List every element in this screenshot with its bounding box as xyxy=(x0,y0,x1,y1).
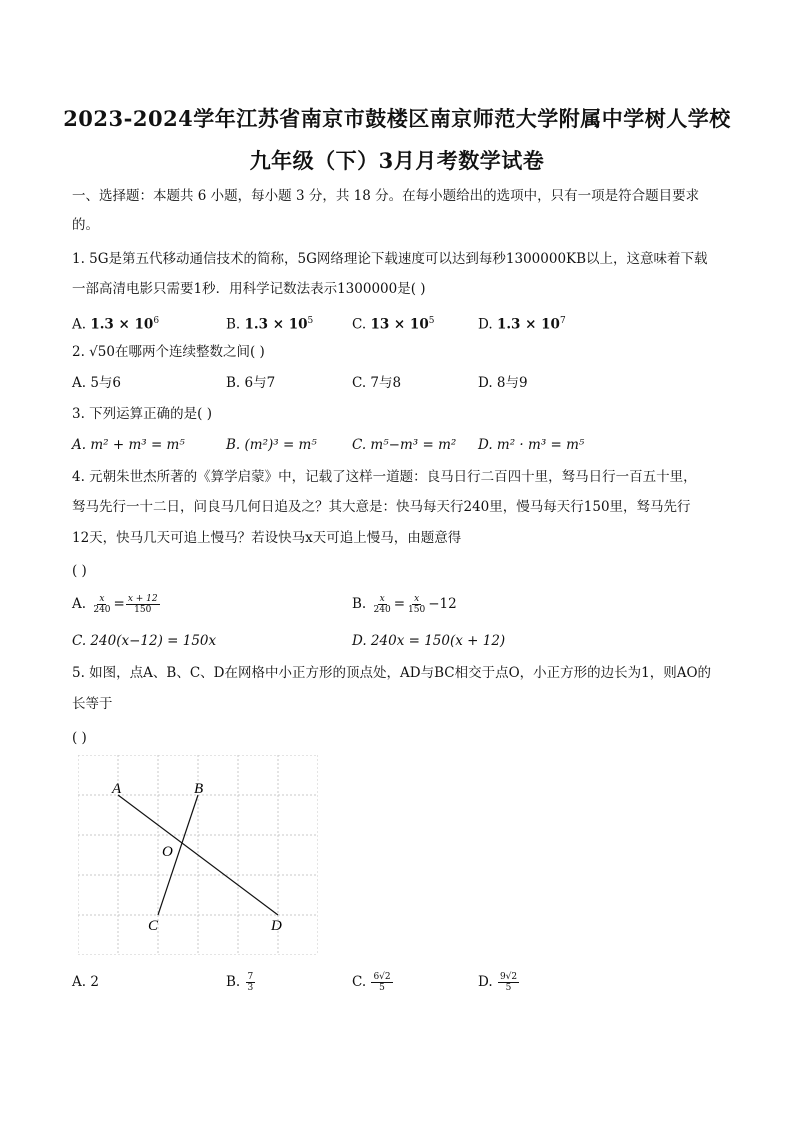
section-heading-cont: 的。 xyxy=(72,217,99,233)
q1-stem-line2: 一部高清电影只需要1秒．用科学记数法表示1300000是( ) xyxy=(72,281,426,297)
q1-option-b[interactable] xyxy=(226,311,313,335)
q1-option-d-exp: 7 xyxy=(559,316,566,326)
q2-option-a[interactable]: A. 5与6 xyxy=(72,375,122,391)
q4-option-a-frac2-den: 150 xyxy=(134,605,152,615)
q1-option-d[interactable] xyxy=(478,311,566,335)
q4-option-a-frac2 xyxy=(126,594,160,615)
q4-option-b-frac2-num: x xyxy=(414,594,420,604)
q1-option-c-exp: 5 xyxy=(428,316,435,326)
q5-option-d-label: D. xyxy=(478,974,493,990)
point-b-label: B xyxy=(194,781,204,797)
q3-option-d[interactable]: D. m² · m³ = m⁵ xyxy=(478,437,585,453)
q5-option-c-label: C. xyxy=(352,974,367,990)
q4-stem-line3: 12天，快马几天可追上慢马？若设快马x天可追上慢马，由题意得 xyxy=(72,530,462,546)
q4-option-b-frac2 xyxy=(406,594,427,615)
q4-option-a-frac1-den: 240 xyxy=(93,605,111,615)
q5-grid-figure xyxy=(78,755,318,955)
q1-option-d-base: 1.3 × 10 xyxy=(496,316,560,333)
point-c-label: C xyxy=(148,918,159,934)
q5-option-b-den: 3 xyxy=(247,983,254,993)
q5-option-c[interactable] xyxy=(352,972,394,993)
q2-option-b[interactable]: B. 6与7 xyxy=(226,375,276,391)
q1-option-b-base: 1.3 × 10 xyxy=(244,316,308,333)
q5-answer-paren: ( ) xyxy=(72,730,87,746)
q3-option-b[interactable]: B. (m²)³ = m⁵ xyxy=(226,437,317,453)
q4-option-a-frac1 xyxy=(91,594,112,615)
section-heading: 一、选择题：本题共 6 小题，每小题 3 分，共 18 分。在每小题给出的选项中，只有一项是符合题目要求 xyxy=(72,188,700,204)
q5-grid-svg xyxy=(78,755,318,955)
q4-option-b-frac1-num: x xyxy=(379,594,385,604)
exam-title-line2: 九年级（下）3月月考数学试卷 xyxy=(249,148,545,173)
q4-option-b-frac1-den: 240 xyxy=(373,605,391,615)
q4-option-a-frac1-num: x xyxy=(99,594,105,604)
q4-option-a[interactable] xyxy=(72,594,161,615)
q5-option-d-num: 9√2 xyxy=(499,972,518,982)
q4-option-b-frac2-den: 150 xyxy=(408,605,426,615)
q4-option-b-frac1 xyxy=(372,594,393,615)
q5-option-c-den: 5 xyxy=(379,983,385,993)
q4-option-c[interactable]: C. 240(x−12) = 150x xyxy=(72,633,217,649)
q5-option-c-frac xyxy=(371,972,392,993)
q4-option-b-label: B. xyxy=(352,596,367,612)
point-a-label: A xyxy=(112,781,122,797)
q5-option-b-label: B. xyxy=(226,974,241,990)
q3-option-c[interactable]: C. m⁵−m³ = m² xyxy=(352,437,457,453)
q5-option-d-frac xyxy=(498,972,519,993)
q4-option-b-eq: = xyxy=(393,596,406,612)
q2-option-d[interactable]: D. 8与9 xyxy=(478,375,528,391)
q1-option-d-label: D. xyxy=(478,316,493,333)
q1-option-b-exp: 5 xyxy=(307,316,314,326)
q5-option-b[interactable] xyxy=(226,972,256,993)
q1-option-a[interactable] xyxy=(72,311,159,335)
q4-option-b[interactable] xyxy=(352,594,457,615)
q2-stem xyxy=(72,342,265,362)
q4-option-a-frac2-num: x + 12 xyxy=(127,594,158,604)
q5-option-b-frac xyxy=(246,972,256,993)
q1-option-a-base: 1.3 × 10 xyxy=(90,316,154,333)
q3-stem: 3. 下列运算正确的是( ) xyxy=(72,406,212,422)
q1-option-a-exp: 6 xyxy=(153,316,160,326)
q5-option-b-num: 7 xyxy=(247,972,254,982)
q2-option-c[interactable]: C. 7与8 xyxy=(352,375,402,391)
q5-stem-line2: 长等于 xyxy=(72,696,113,712)
q4-option-d[interactable]: D. 240x = 150(x + 12) xyxy=(352,633,506,649)
q5-stem-line1: 5. 如图，点A、B、C、D在网格中小正方形的顶点处，AD与BC相交于点O，小正方形的边长为1，则AO的 xyxy=(72,665,712,681)
point-d-label: D xyxy=(271,918,282,934)
q1-option-a-label: A. xyxy=(72,316,87,333)
q3-option-a[interactable]: A. m² + m³ = m⁵ xyxy=(72,437,185,453)
q2-number: 2. xyxy=(72,344,90,360)
q1-option-c[interactable] xyxy=(352,311,434,335)
exam-title-line1: 2023-2024学年江苏省南京市鼓楼区南京师范大学附属中学树人学校 xyxy=(63,106,731,131)
q4-stem-line2: 驽马先行一十二日，问良马几何日追及之？其大意是：快马每天行240里，慢马每天行150里，驽马先行 xyxy=(72,499,691,515)
q4-option-b-tail: −12 xyxy=(428,596,457,612)
q2-radical: √50 xyxy=(89,344,115,360)
q5-option-c-num: 6√2 xyxy=(373,972,391,982)
q4-stem-line1: 4. 元朝朱世杰所著的《算学启蒙》中，记载了这样一道题：良马日行二百四十里，驽马日行一百五十里， xyxy=(72,469,697,485)
q4-answer-paren: ( ) xyxy=(72,563,87,579)
q5-option-a[interactable]: A. 2 xyxy=(72,974,99,990)
q4-option-a-label: A. xyxy=(72,596,87,612)
point-o-label: O xyxy=(162,844,173,860)
q5-option-d[interactable] xyxy=(478,972,520,993)
q1-option-c-label: C. xyxy=(352,316,367,333)
q1-option-b-label: B. xyxy=(226,316,241,333)
q2-text: 在哪两个连续整数之间( ) xyxy=(114,344,265,360)
q5-option-d-den: 5 xyxy=(505,983,512,993)
q1-stem-line1: 1. 5G是第五代移动通信技术的简称，5G网络理论下载速度可以达到每秒1300000KB以上，这意味着下载 xyxy=(72,251,708,267)
q4-option-a-eq: = xyxy=(113,596,125,612)
q1-option-c-base: 13 × 10 xyxy=(370,316,429,333)
